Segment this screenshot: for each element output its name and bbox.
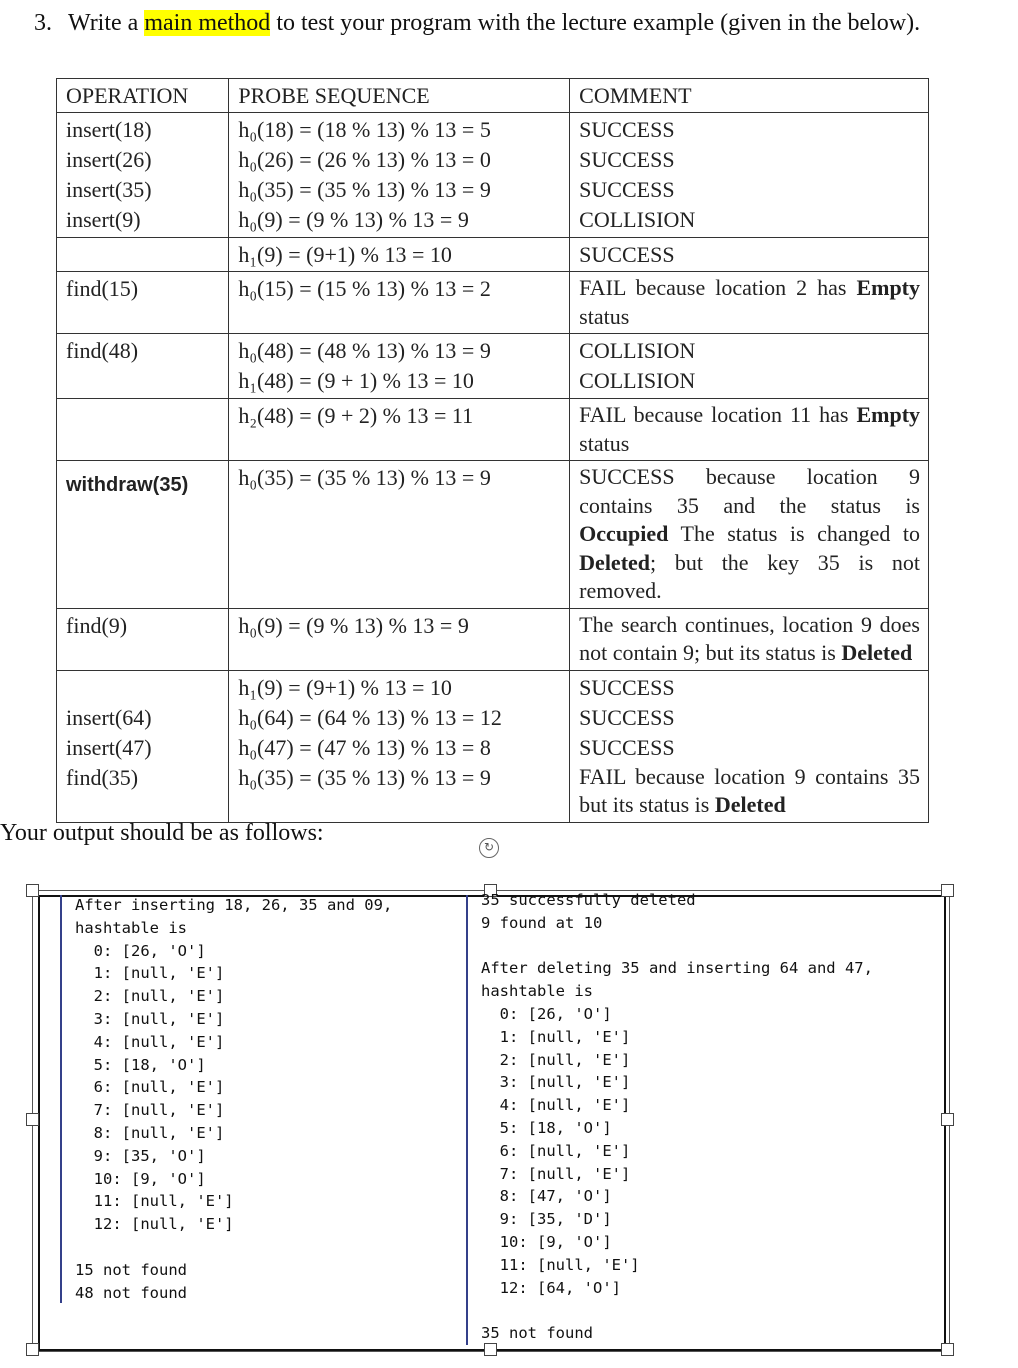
table-row bbox=[57, 608, 929, 670]
heading-text-before: Write a bbox=[68, 10, 139, 36]
probe-insert-9-h1: h₁(9) = (9+1) % 13 = 10 bbox=[229, 238, 570, 272]
table-row bbox=[57, 334, 929, 399]
probe-insert-35: h₀(35) = (35 % 13) % 13 = 9 bbox=[238, 177, 491, 202]
output-line: 11: [null, 'E'] bbox=[75, 1192, 234, 1211]
output-line: 12: [64, 'O'] bbox=[481, 1278, 621, 1297]
comment-find-48-fail: FAIL because location 11 has Empty status bbox=[570, 399, 929, 461]
probe-find-9-h0: h₀(9) = (9 % 13) % 13 = 9 bbox=[229, 608, 570, 670]
question-number: 3. bbox=[34, 10, 52, 36]
table-row bbox=[57, 461, 929, 609]
comment-find-9-continue: The search continues, location 9 does not contain 9; but its status is Deleted bbox=[570, 608, 929, 670]
heading-text-after: to test your program with the lecture example (given in the below). bbox=[276, 10, 921, 36]
resize-handle-top-left[interactable] bbox=[26, 884, 39, 897]
output-label: Your output should be as follows: bbox=[0, 820, 324, 846]
output-line: 2: [null, 'E'] bbox=[481, 1050, 631, 1069]
resize-handle-top-right[interactable] bbox=[941, 884, 954, 897]
output-line: 7: [null, 'E'] bbox=[481, 1164, 631, 1183]
probe-insert-18: h₀(18) = (18 % 13) % 13 = 5 bbox=[238, 117, 491, 142]
output-line: 48 not found bbox=[75, 1283, 187, 1302]
comment-withdraw-35: SUCCESS because location 9 contains 35 and the status is Occupied The status is changed to Deleted; but the key 35 is not removed. bbox=[570, 461, 929, 609]
output-line: 10: [9, 'O'] bbox=[75, 1169, 206, 1188]
comments-cell bbox=[570, 113, 929, 238]
header-operation: OPERATION bbox=[57, 79, 229, 113]
probe-insert-9-h0: h₀(9) = (9 % 13) % 13 = 9 bbox=[238, 207, 469, 232]
comment-insert-47: SUCCESS bbox=[579, 734, 675, 760]
table-row bbox=[57, 399, 929, 461]
comment-insert-64: SUCCESS bbox=[579, 704, 675, 730]
output-line: 9 found at 10 bbox=[481, 913, 603, 932]
probe-find-48-h2: h₂(48) = (9 + 2) % 13 = 11 bbox=[229, 399, 570, 461]
comment-find-48-collision-1: COLLISION bbox=[579, 338, 696, 363]
comment-find-35: FAIL because location 9 contains 35 but its status is Deleted bbox=[579, 763, 920, 817]
resize-handle-bottom-left[interactable] bbox=[26, 1343, 39, 1356]
probe-find-9-h1: h₁(9) = (9+1) % 13 = 10 bbox=[238, 674, 452, 700]
op-insert-26: insert(26) bbox=[66, 147, 152, 172]
resize-handle-middle-right[interactable] bbox=[941, 1113, 954, 1126]
output-line: 3: [null, 'E'] bbox=[481, 1073, 631, 1092]
table-row bbox=[57, 238, 929, 272]
probe-find-48-h1: h₁(48) = (9 + 1) % 13 = 10 bbox=[238, 368, 474, 393]
output-line: 9: [35, 'O'] bbox=[75, 1146, 206, 1165]
output-line: 4: [null, 'E'] bbox=[481, 1096, 631, 1115]
output-line: 1: [null, 'E'] bbox=[75, 964, 225, 983]
left-column-rule bbox=[60, 895, 62, 1303]
table-header-row bbox=[57, 79, 929, 113]
op-insert-64: insert(64) bbox=[66, 704, 152, 730]
probe-insert-47: h₀(47) = (47 % 13) % 13 = 8 bbox=[238, 734, 491, 760]
op-find-15: find(15) bbox=[57, 272, 229, 334]
output-line: 6: [null, 'E'] bbox=[75, 1078, 225, 1097]
resize-handle-middle-left[interactable] bbox=[26, 1113, 39, 1126]
output-line: 1: [null, 'E'] bbox=[481, 1027, 631, 1046]
output-line: 12: [null, 'E'] bbox=[75, 1215, 234, 1234]
ops-cell bbox=[57, 113, 229, 238]
probes-cell bbox=[229, 113, 570, 238]
header-probe-sequence: PROBE SEQUENCE bbox=[229, 79, 570, 113]
output-line: After inserting 18, 26, 35 and 09, bbox=[75, 896, 393, 914]
heading-highlight: main method bbox=[144, 10, 271, 36]
header-comment: COMMENT bbox=[570, 79, 929, 113]
output-line: 3: [null, 'E'] bbox=[75, 1009, 225, 1028]
output-line: 4: [null, 'E'] bbox=[75, 1032, 225, 1051]
output-line bbox=[481, 935, 873, 958]
output-line: hashtable is bbox=[481, 982, 593, 1001]
op-withdraw-35: withdraw(35) bbox=[66, 474, 189, 496]
column-divider bbox=[466, 895, 468, 1345]
probe-withdraw-35: h₀(35) = (35 % 13) % 13 = 9 bbox=[229, 461, 570, 609]
probe-find-48-h0: h₀(48) = (48 % 13) % 13 = 9 bbox=[238, 338, 491, 363]
output-line: 35 successfully deleted bbox=[481, 891, 696, 909]
output-line: 5: [18, 'O'] bbox=[75, 1055, 206, 1074]
table-row-group-final bbox=[57, 670, 929, 822]
output-line: 9: [35, 'D'] bbox=[481, 1210, 612, 1229]
output-line: 7: [null, 'E'] bbox=[75, 1101, 225, 1120]
comment-insert-18: SUCCESS bbox=[579, 117, 675, 142]
rotate-icon[interactable]: ↻ bbox=[479, 838, 499, 858]
op-insert-18: insert(18) bbox=[66, 117, 152, 142]
table-row-group-inserts bbox=[57, 113, 929, 238]
comment-insert-26: SUCCESS bbox=[579, 147, 675, 172]
probe-insert-26: h₀(26) = (26 % 13) % 13 = 0 bbox=[238, 147, 491, 172]
op-insert-9: insert(9) bbox=[66, 207, 141, 232]
output-line: 11: [null, 'E'] bbox=[481, 1255, 640, 1274]
probe-find-35: h₀(35) = (35 % 13) % 13 = 9 bbox=[238, 764, 491, 790]
question-heading bbox=[34, 10, 920, 37]
probe-insert-64: h₀(64) = (64 % 13) % 13 = 12 bbox=[238, 704, 502, 730]
probe-sequence-table bbox=[56, 78, 929, 823]
output-line: After deleting 35 and inserting 64 and 47, bbox=[481, 959, 873, 978]
output-line bbox=[481, 1299, 873, 1322]
comment-insert-9-collision: COLLISION bbox=[579, 207, 696, 232]
output-line: 8: [47, 'O'] bbox=[481, 1187, 612, 1206]
output-line: 2: [null, 'E'] bbox=[75, 987, 225, 1006]
output-line: 0: [26, 'O'] bbox=[75, 941, 206, 960]
op-insert-47: insert(47) bbox=[66, 734, 152, 760]
resize-handle-bottom-center[interactable] bbox=[484, 1343, 497, 1356]
output-line: 0: [26, 'O'] bbox=[481, 1004, 612, 1023]
output-line: 6: [null, 'E'] bbox=[481, 1141, 631, 1160]
output-line: hashtable is bbox=[75, 918, 187, 937]
op-insert-35: insert(35) bbox=[66, 177, 152, 202]
op-find-9: find(9) bbox=[57, 608, 229, 670]
comment-find-48-collision-2: COLLISION bbox=[579, 368, 696, 393]
output-line bbox=[75, 1236, 392, 1259]
output-right-column bbox=[481, 889, 873, 1345]
resize-handle-bottom-right[interactable] bbox=[941, 1343, 954, 1356]
comment-insert-9-success: SUCCESS bbox=[570, 238, 929, 272]
op-find-35: find(35) bbox=[66, 764, 139, 790]
output-line: 8: [null, 'E'] bbox=[75, 1123, 225, 1142]
output-left-column bbox=[75, 894, 392, 1304]
output-line: 35 not found bbox=[481, 1324, 593, 1343]
comment-insert-35: SUCCESS bbox=[579, 177, 675, 202]
probe-find-15: h₀(15) = (15 % 13) % 13 = 2 bbox=[229, 272, 570, 334]
comment-find-9-success: SUCCESS bbox=[579, 674, 675, 700]
table-row bbox=[57, 272, 929, 334]
output-line: 5: [18, 'O'] bbox=[481, 1118, 612, 1137]
op-find-48: find(48) bbox=[57, 334, 229, 399]
comment-find-15: FAIL because location 2 has Empty status bbox=[570, 272, 929, 334]
output-line: 15 not found bbox=[75, 1260, 187, 1279]
output-line: 10: [9, 'O'] bbox=[481, 1232, 612, 1251]
